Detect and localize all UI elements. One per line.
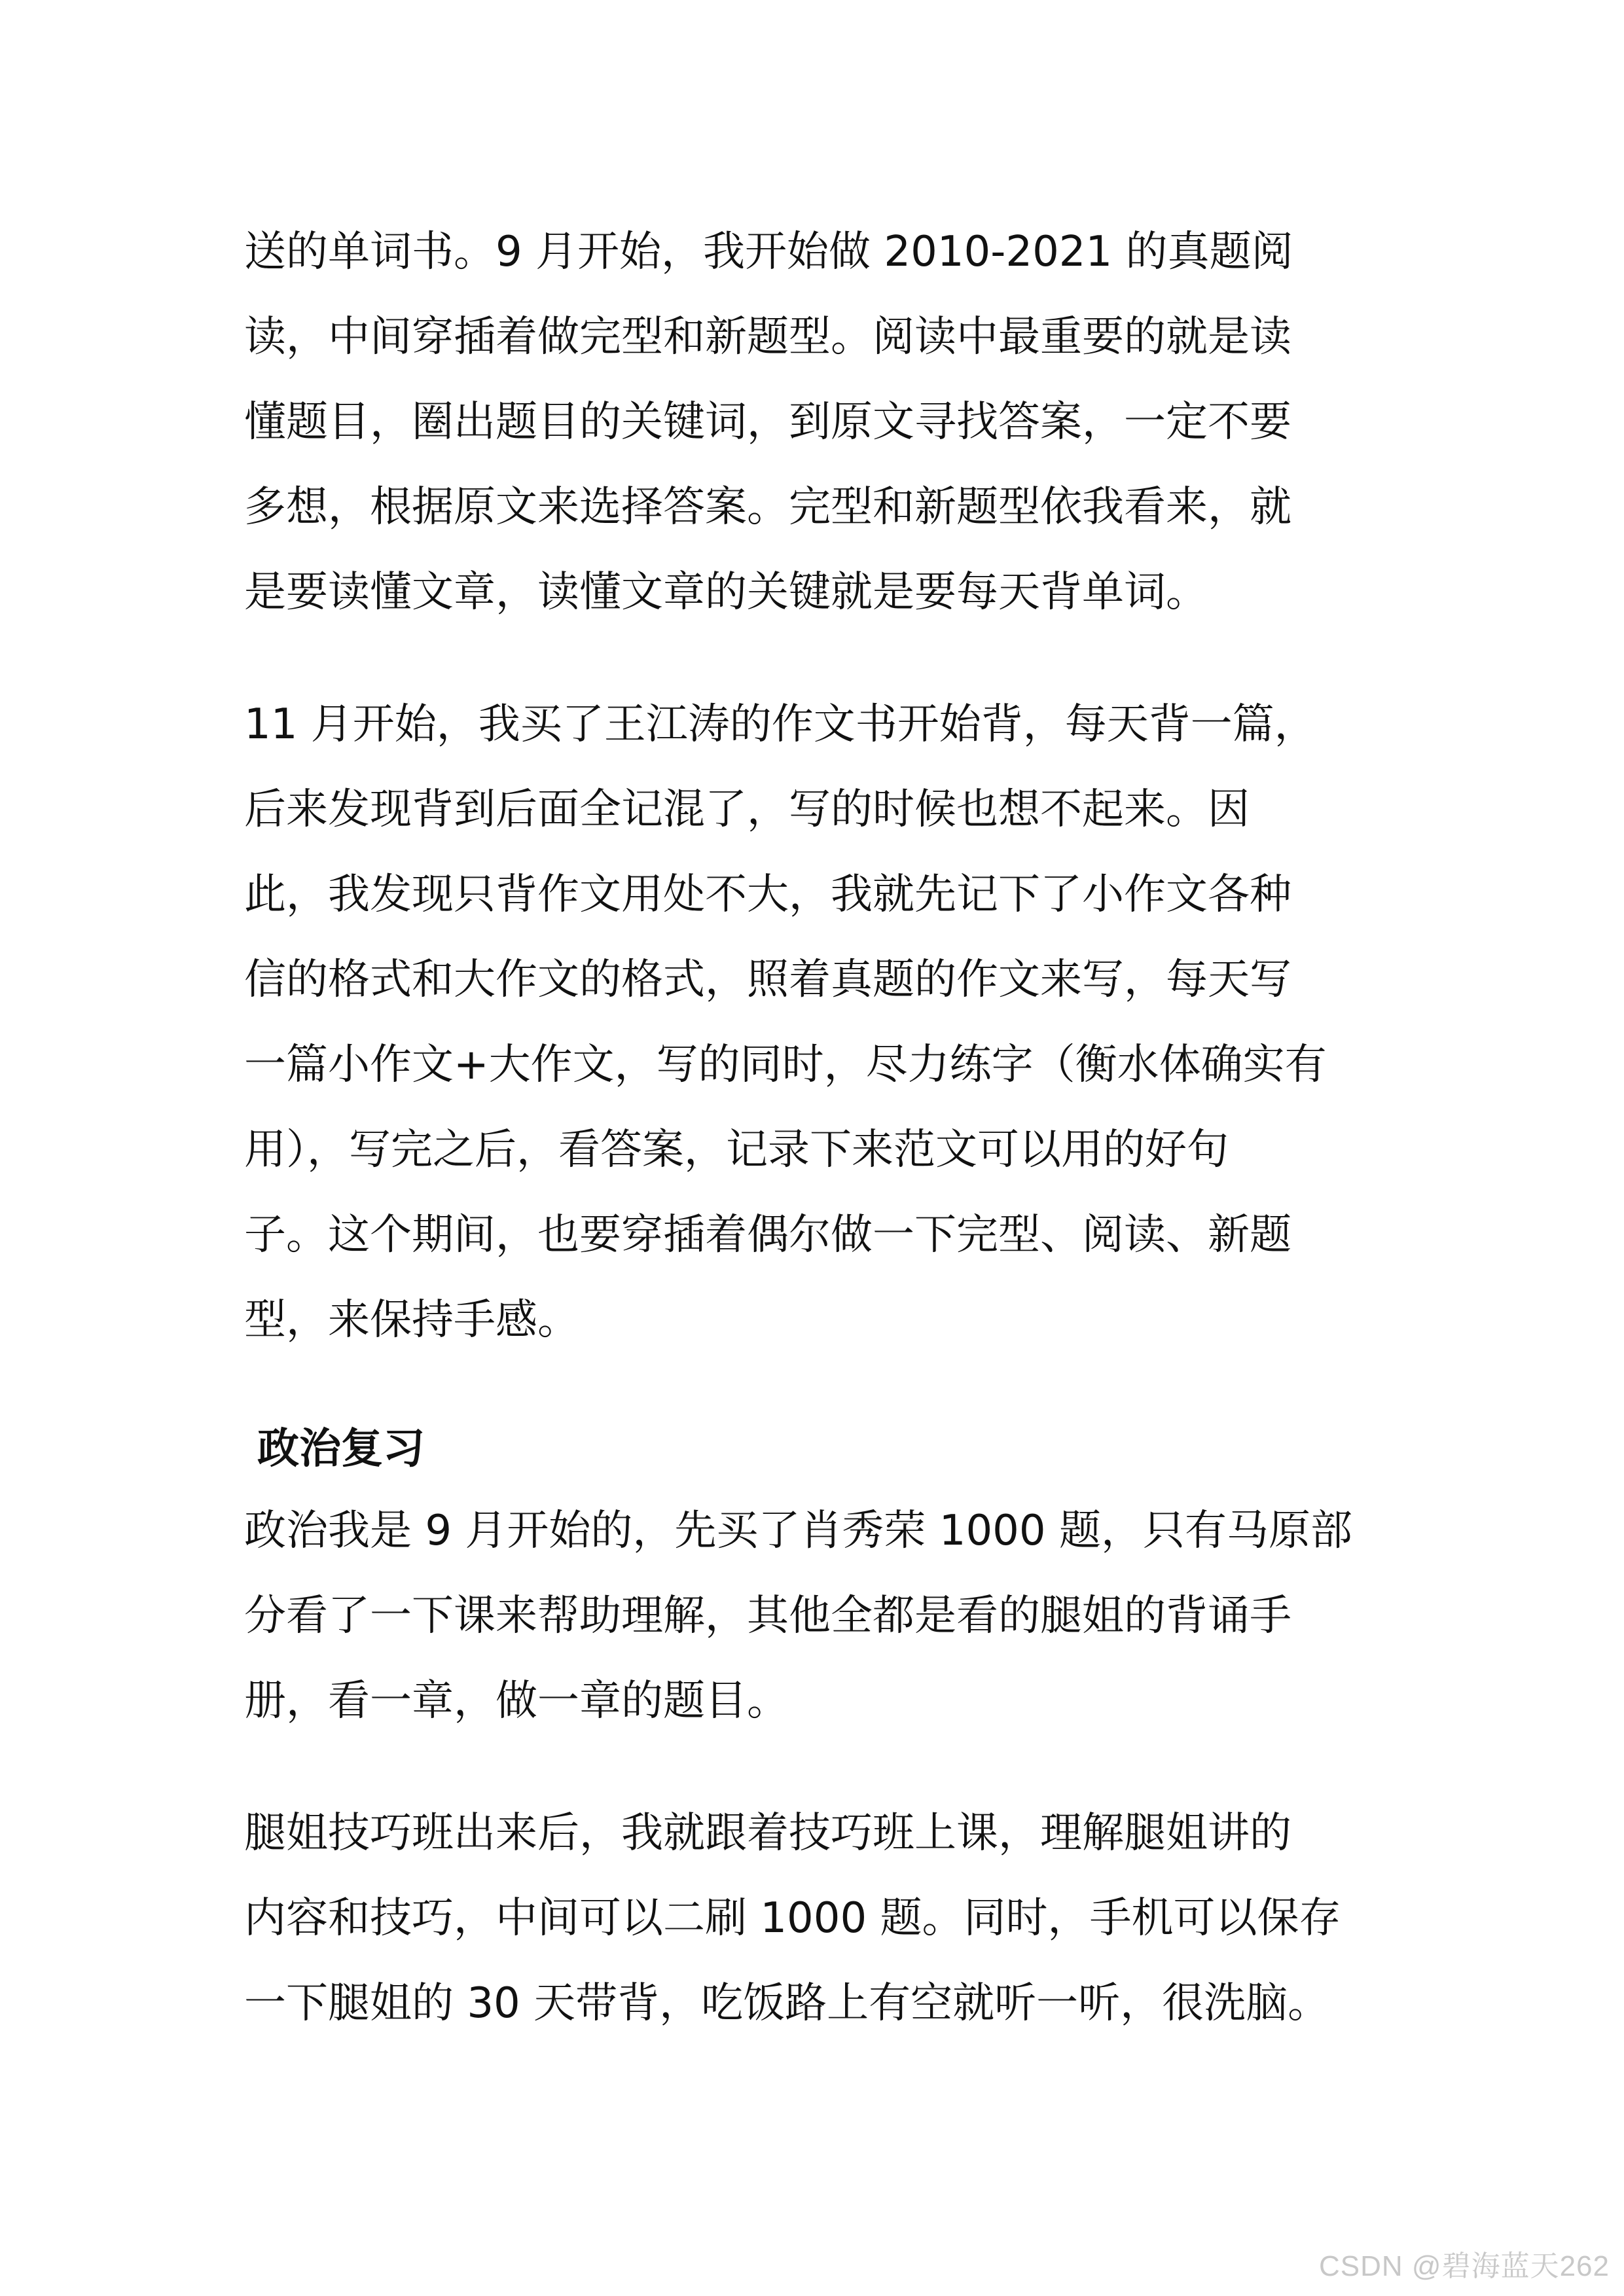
paragraph-english-writing bbox=[244, 682, 1396, 1363]
section-heading-politics: 政治复习 bbox=[257, 1425, 425, 1473]
document-body bbox=[244, 209, 1396, 2046]
watermark: CSDN @碧海蓝天262 bbox=[1319, 2250, 1610, 2282]
text-line: 型，来保持手感。 bbox=[244, 1296, 579, 1344]
text-line: 用），写完之后，看答案，记录下来范文可以用的好句 bbox=[244, 1126, 1229, 1174]
text-line: 读，中间穿插着做完型和新题型。阅读中最重要的就是读 bbox=[244, 313, 1291, 361]
text-line: 11 月开始，我买了王江涛的作文书开始背，每天背一篇， bbox=[244, 700, 1316, 749]
text-line: 内容和技巧，中间可以二刷 1000 题。同时，手机可以保存 bbox=[244, 1894, 1341, 1943]
paragraph-spacer bbox=[244, 1363, 1396, 1410]
paragraph-politics-start bbox=[244, 1488, 1396, 1744]
paragraph-spacer bbox=[244, 1744, 1396, 1791]
text-line: 送的单词书。9 月开始，我开始做 2010-2021 的真题阅 bbox=[244, 228, 1293, 276]
text-line: 分看了一下课来帮助理解，其他全都是看的腿姐的背诵手 bbox=[244, 1592, 1291, 1640]
text-line: 懂题目，圈出题目的关键词，到原文寻找答案，一定不要 bbox=[244, 398, 1291, 446]
text-line: 信的格式和大作文的格式，照着真题的作文来写，每天写 bbox=[244, 956, 1291, 1004]
text-line: 此，我发现只背作文用处不大，我就先记下了小作文各种 bbox=[244, 870, 1291, 919]
paragraph-spacer bbox=[244, 635, 1396, 682]
paragraph-politics-skills bbox=[244, 1791, 1396, 2046]
text-line: 多想，根据原文来选择答案。完型和新题型依我看来，就 bbox=[244, 483, 1291, 531]
paragraph-english-reading bbox=[244, 209, 1396, 635]
text-line: 是要读懂文章，读懂文章的关键就是要每天背单词。 bbox=[244, 568, 1208, 617]
text-line: 政治我是 9 月开始的，先买了肖秀荣 1000 题，只有马原部 bbox=[244, 1507, 1352, 1555]
text-line: 一下腿姐的 30 天带背，吃饭路上有空就听一听，很洗脑。 bbox=[244, 1979, 1330, 2028]
text-line: 册，看一章，做一章的题目。 bbox=[244, 1677, 789, 1725]
text-line: 后来发现背到后面全记混了，写的时候也想不起来。因 bbox=[244, 785, 1250, 834]
text-line: 腿姐技巧班出来后，我就跟着技巧班上课，理解腿姐讲的 bbox=[244, 1809, 1291, 1857]
text-line: 子。这个期间，也要穿插着偶尔做一下完型、阅读、新题 bbox=[244, 1211, 1291, 1259]
text-line: 一篇小作文+大作文，写的同时，尽力练字（衡水体确实有 bbox=[244, 1041, 1327, 1089]
